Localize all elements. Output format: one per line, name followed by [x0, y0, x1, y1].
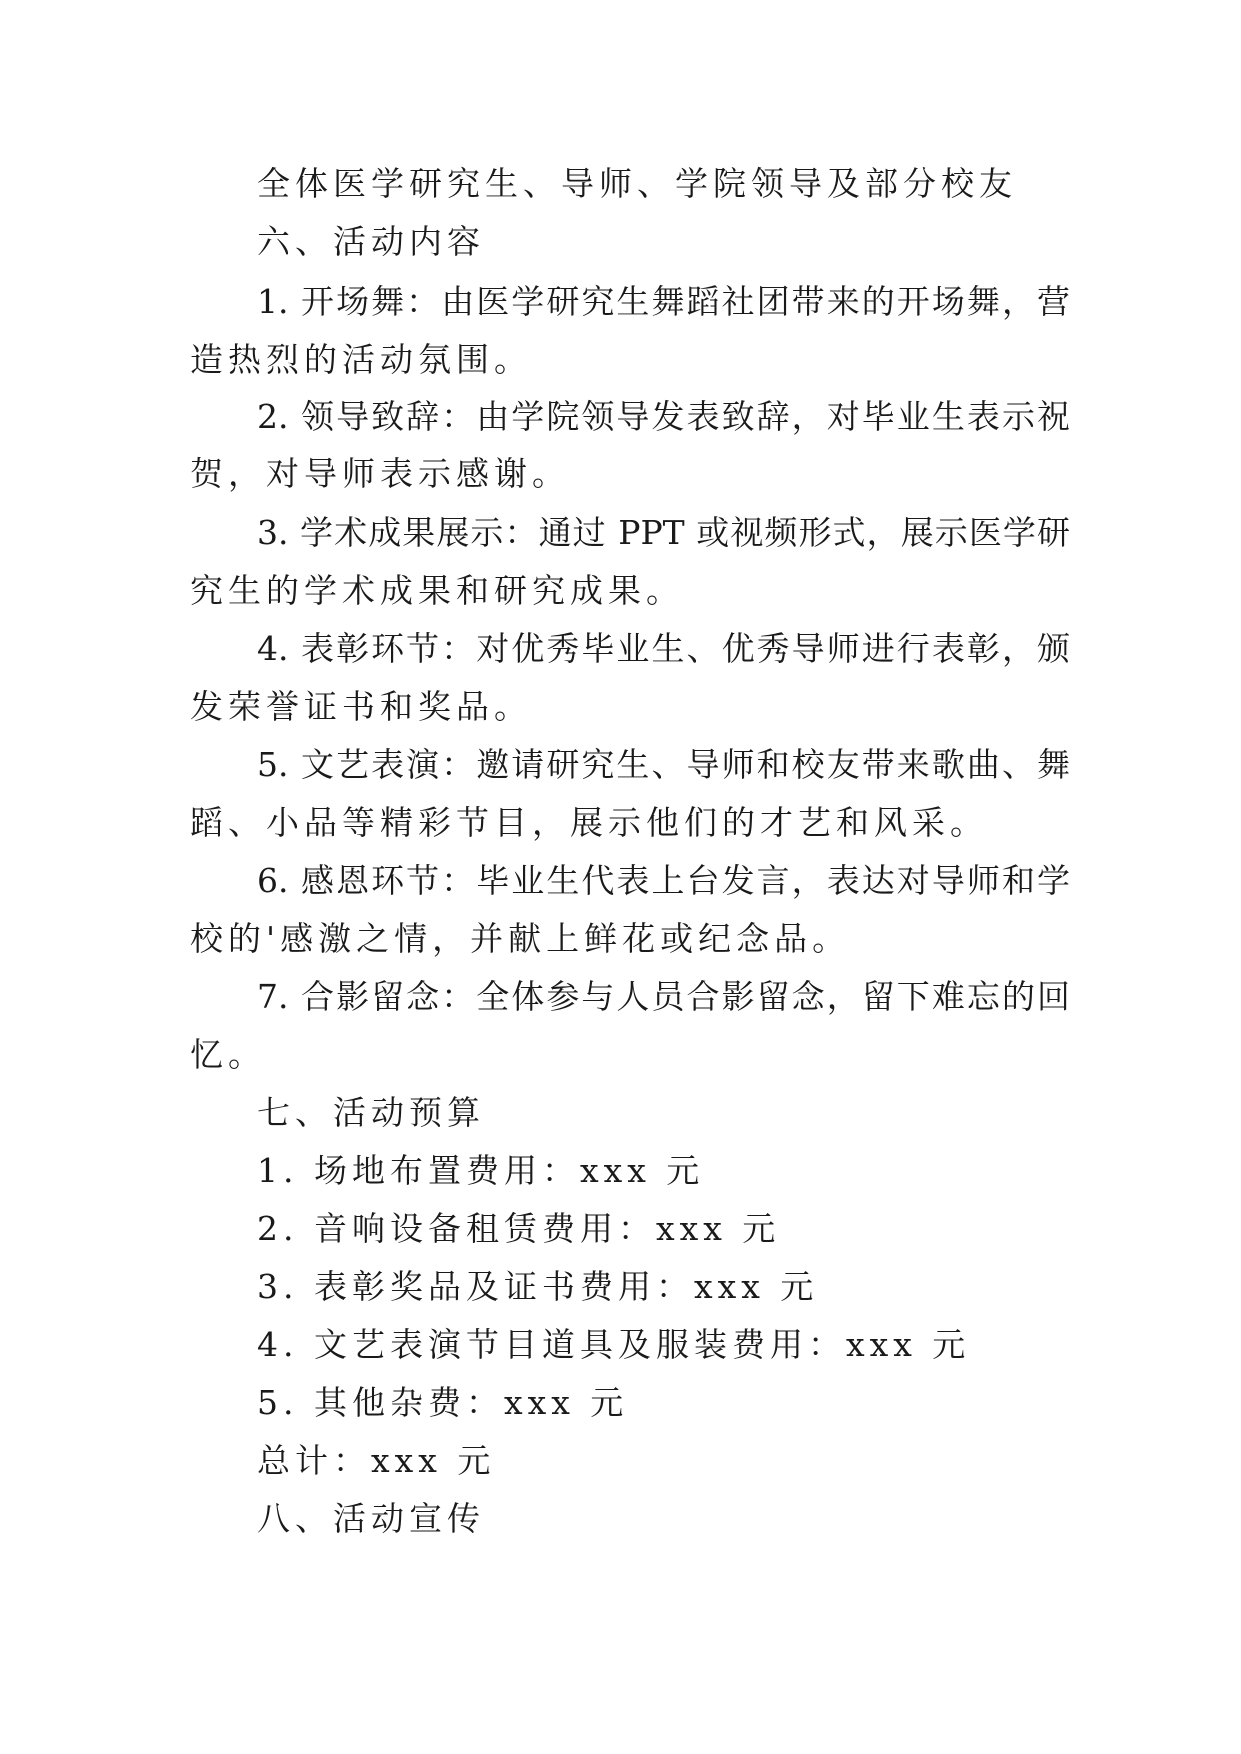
content-item-3-line-1: 3. 学术成果展示：通过 PPT 或视频形式，展示医学研	[257, 513, 1070, 552]
budget-item-3: 3. 表彰奖品及证书费用：xxx 元	[257, 1267, 819, 1306]
content-item-5-line-1: 5. 文艺表演：邀请研究生、导师和校友带来歌曲、舞	[257, 745, 1070, 784]
section-heading-budget: 七、活动预算	[257, 1093, 485, 1132]
content-item-5-line-2: 蹈、小品等精彩节目，展示他们的才艺和风采。	[190, 803, 988, 842]
content-item-4-line-1: 4. 表彰环节：对优秀毕业生、优秀导师进行表彰，颁	[257, 629, 1070, 668]
content-item-6-line-2: 校的'感激之情，并献上鲜花或纪念品。	[190, 919, 851, 958]
audience-text: 全体医学研究生、导师、学院领导及部分校友	[257, 164, 1017, 203]
content-item-1-line-2: 造热烈的活动氛围。	[190, 340, 532, 379]
content-item-3-line-2: 究生的学术成果和研究成果。	[190, 571, 684, 610]
budget-item-5: 5. 其他杂费：xxx 元	[257, 1383, 629, 1422]
content-item-6-line-1: 6. 感恩环节：毕业生代表上台发言，表达对导师和学	[257, 861, 1070, 900]
budget-item-1: 1. 场地布置费用：xxx 元	[257, 1151, 705, 1190]
section-heading-promotion: 八、活动宣传	[257, 1499, 485, 1538]
content-item-2-line-1: 2. 领导致辞：由学院领导发表致辞，对毕业生表示祝	[257, 397, 1070, 436]
content-item-1-line-1: 1. 开场舞：由医学研究生舞蹈社团带来的开场舞，营	[257, 282, 1070, 321]
section-heading-activity-content: 六、活动内容	[257, 222, 485, 261]
content-item-7-line-2: 忆。	[190, 1035, 266, 1074]
content-item-7-line-1: 7. 合影留念：全体参与人员合影留念，留下难忘的回	[257, 977, 1070, 1016]
budget-item-4: 4. 文艺表演节目道具及服装费用：xxx 元	[257, 1325, 971, 1364]
content-item-2-line-2: 贺，对导师表示感谢。	[190, 454, 570, 493]
budget-item-2: 2. 音响设备租赁费用：xxx 元	[257, 1209, 781, 1248]
content-item-4-line-2: 发荣誉证书和奖品。	[190, 687, 532, 726]
budget-total: 总计：xxx 元	[257, 1441, 496, 1480]
